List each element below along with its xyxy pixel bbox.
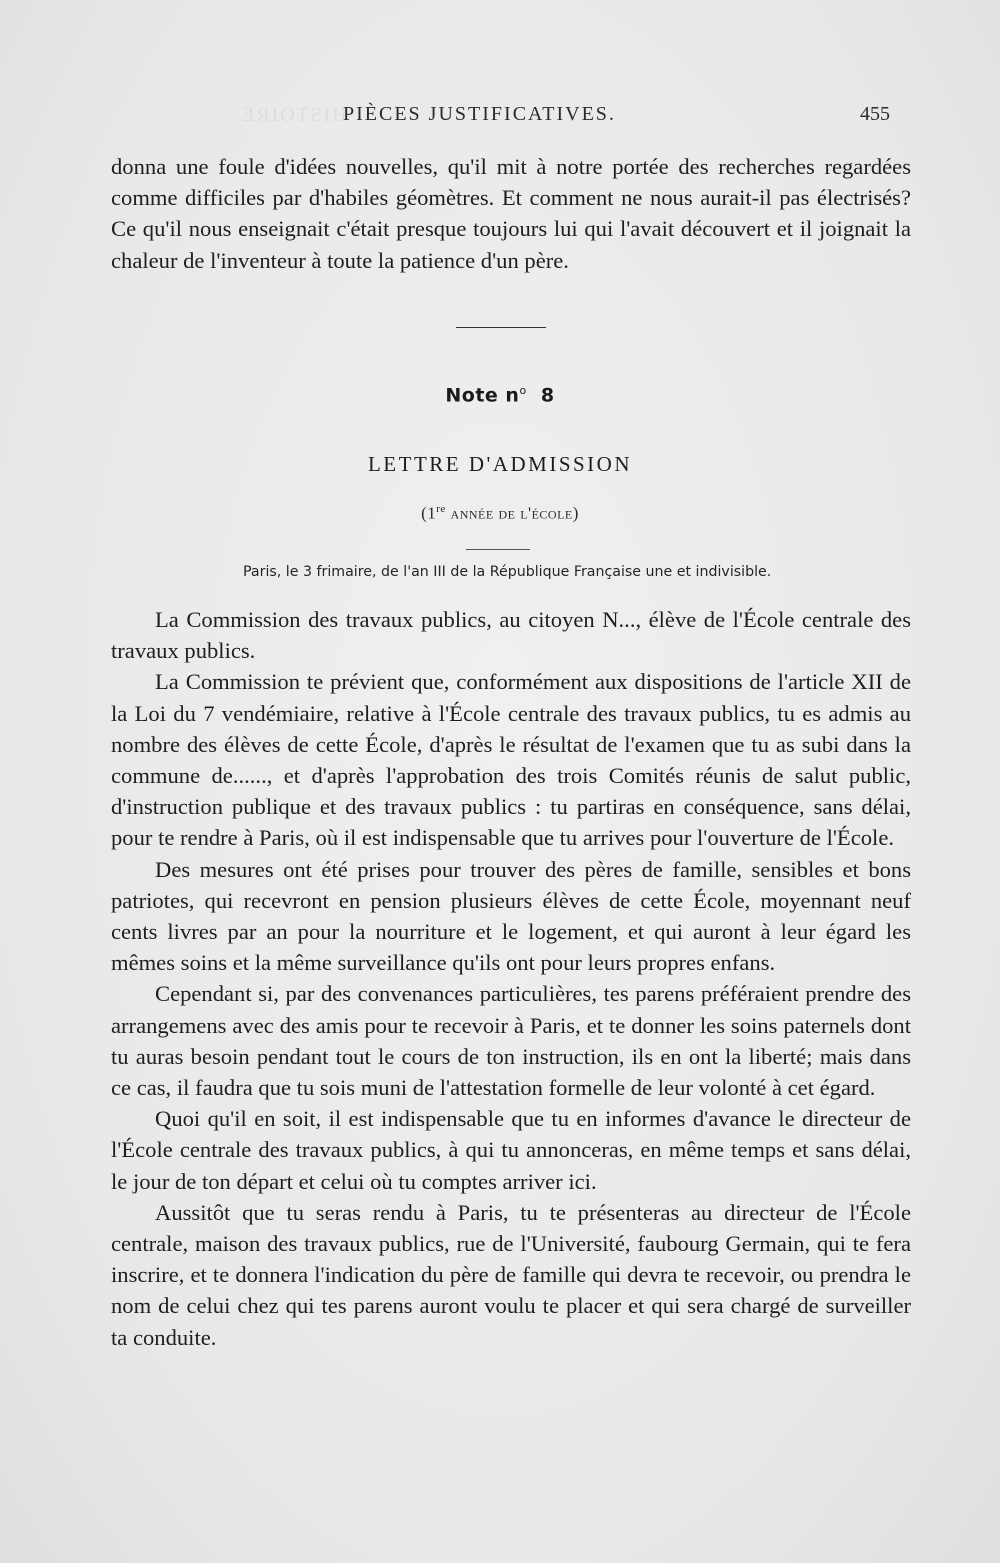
letter-paragraph: La Commission des travaux publics, au citoyen N..., élève de l'École centrale des travaux publics. bbox=[111, 607, 911, 664]
document-title: LETTRE D'ADMISSION bbox=[367, 452, 633, 476]
section-divider bbox=[456, 327, 546, 328]
show-through-heading: HISTOIRE bbox=[240, 104, 347, 126]
subtitle-rest: année de l'école) bbox=[445, 503, 579, 523]
title-divider bbox=[466, 549, 530, 550]
intro-paragraph: donna une foule d'idées nouvelles, qu'il mit à notre portée des recherches regardées comme difficiles par d'habiles géomètres. Et comment ne nous aurait-il pas électrisés? Ce qu'il nous enseignait c'était presque toujours lui qui l'avait découvert et il joignait la chaleur de l'inventeur à toute la patience d'un père. bbox=[111, 154, 911, 273]
page-number: 455 bbox=[860, 103, 890, 125]
letter-paragraph: Cependant si, par des convenances particulières, tes parens préféraient prendre des arrangemens avec des amis pour te recevoir à Paris, et te donner les soins paternels dont tu auras besoin pendant tout le cours de ton instruction, ils en ont la liberté; mais dans ce cas, il faudra que tu sois muni de l'attestation formelle de leur volonté à cet égard. bbox=[111, 981, 911, 1101]
letter-body bbox=[111, 604, 911, 1353]
letter-paragraph: Aussitôt que tu seras rendu à Paris, tu te présenteras au directeur de l'École centrale, maison des travaux publics, rue de l'Université, faubourg Germain, qui te fera inscrire, et te donnera l'indication du père de famille qui devra te recevoir, ou prendra le nom de celui chez qui tes parens auront voulu te placer et qui sera chargé de surveiller ta conduite. bbox=[111, 1199, 911, 1350]
note-superscript: o bbox=[519, 384, 527, 397]
running-head bbox=[110, 103, 910, 133]
subtitle-prefix: (1 bbox=[421, 503, 437, 523]
letter-paragraph: Quoi qu'il en soit, il est indispensable que tu en informes d'avance le directeur de l'École centrale des travaux publics, à qui tu annonceras, en même temps et sans délai, le jour de ton départ et celui où tu comptes arriver ici. bbox=[111, 1106, 911, 1194]
subtitle-superscript: re bbox=[436, 503, 446, 515]
note-label: Note n bbox=[445, 384, 520, 407]
note-heading bbox=[0, 384, 1000, 406]
document-subtitle bbox=[0, 503, 1000, 524]
note-number: 8 bbox=[540, 384, 555, 407]
letter-paragraph: Des mesures ont été prises pour trouver des pères de famille, sensibles et bons patriotes, qui recevront en pension plusieurs élèves de cette École, moyennant neuf cents livres par an pour la nourriture et le logement, et qui auront à leur égard les mêmes soins et la même surveillance qu'ils ont pour leurs propres enfans. bbox=[111, 856, 911, 976]
running-title: PIÈCES JUSTIFICATIVES. bbox=[343, 103, 616, 125]
dateline: Paris, le 3 frimaire, de l'an III de la République Française une et indivisible. bbox=[243, 564, 772, 580]
intro-text bbox=[111, 151, 911, 276]
letter-paragraph: La Commission te prévient que, conformément aux dispositions de l'article XII de la Loi du 7 vendémiaire, relative à l'École centrale des travaux publics, tu es admis au nombre des élèves de cette École, d'après le résultat de l'examen que tu as subi dans la commune de......, et d'après l'approbation des trois Comités réunis de salut public, d'instruction publique et des travaux publics : tu partiras en conséquence, sans délai, pour te rendre à Paris, où il est indispensable que tu arrives pour l'ouverture de l'École. bbox=[111, 669, 911, 851]
